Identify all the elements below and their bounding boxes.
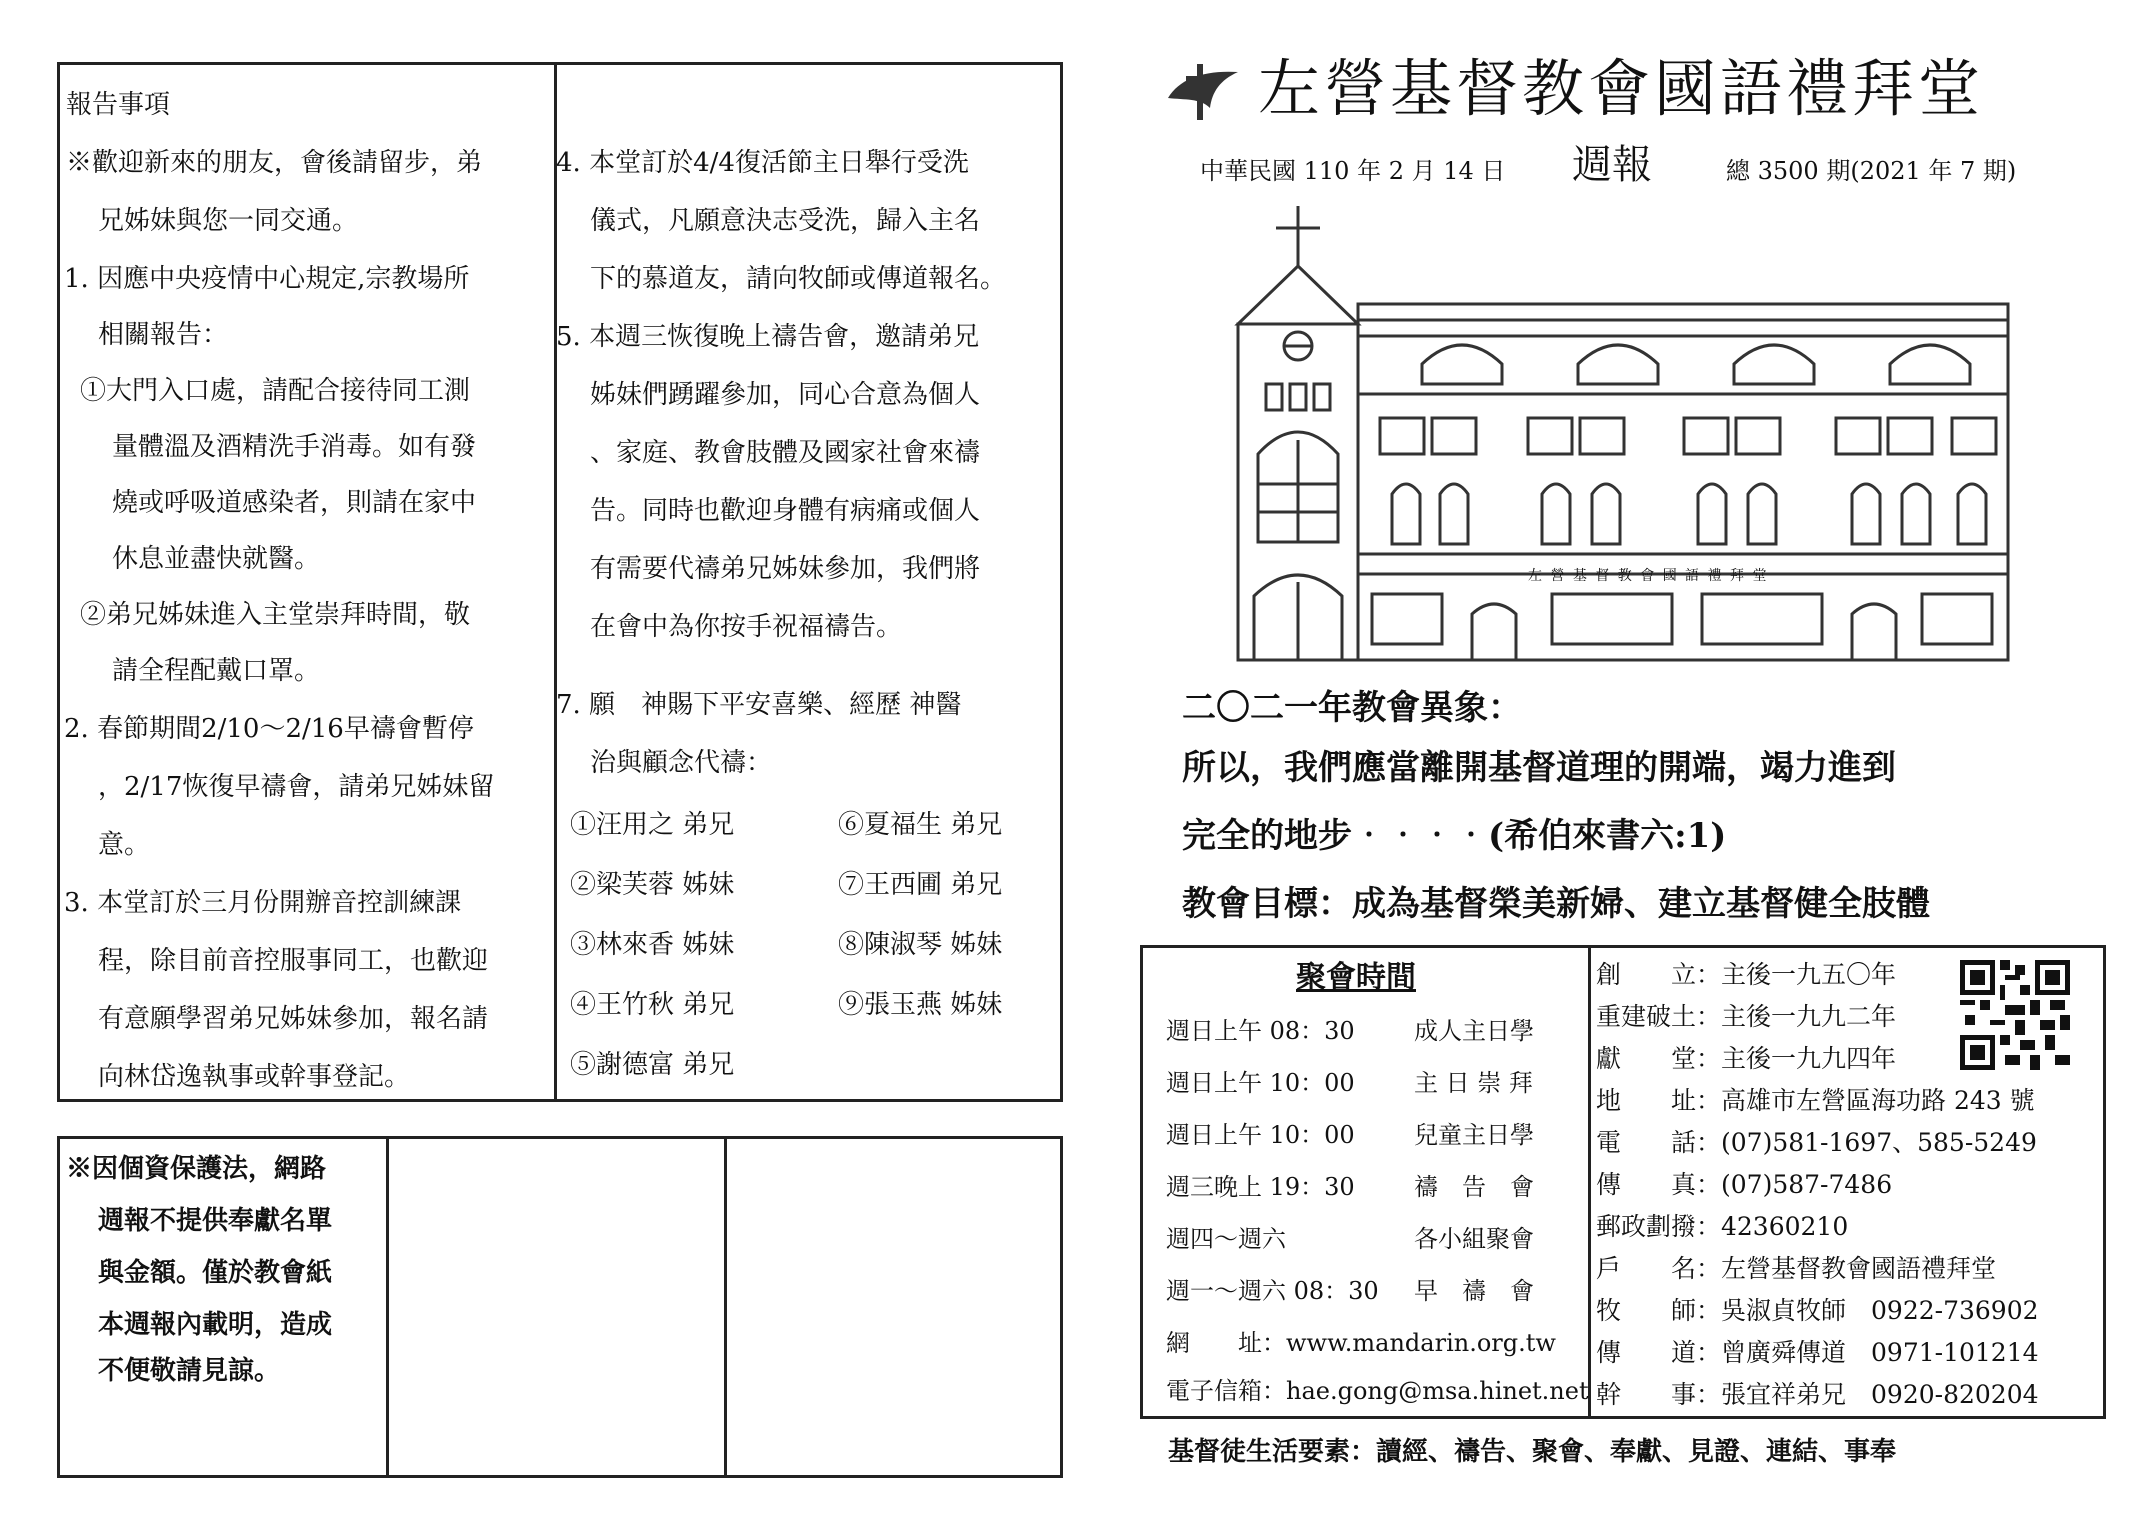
info-account-name: 戶 名：左營基督教會國語禮拜堂 — [1596, 1254, 1997, 1283]
notice-text: 意。 — [98, 830, 151, 860]
bulletin-title: 週報 — [1572, 142, 1652, 188]
meetings-heading: 聚會時間 — [1296, 960, 1416, 995]
privacy-text: 週報不提供奉獻名單 — [98, 1206, 333, 1236]
prayer-item: ⑨張玉燕 姊妹 — [838, 990, 1003, 1020]
meeting-time: 週日上午 10：00 — [1166, 1069, 1355, 1097]
notice-text: 姊妹們踴躍參加，同心合意為個人 — [590, 380, 981, 410]
notice-item-3: 3. 本堂訂於三月份開辦音控訓練課 — [64, 888, 462, 918]
bulletin-issue: 總 3500 期(2021 年 7 期) — [1726, 157, 2017, 185]
meeting-time: 週四～週六 — [1166, 1225, 1286, 1253]
privacy-box — [57, 1136, 1063, 1478]
notice-text: 治與顧念代禱： — [590, 748, 773, 778]
meeting-name: 各小組聚會 — [1414, 1225, 1534, 1253]
prayer-item: ⑧陳淑琴 姊妹 — [838, 930, 1003, 960]
notice-text: ，2/17恢復早禱會，請弟兄姊妹留 — [98, 772, 495, 802]
prayer-item: ⑦王西圃 弟兄 — [838, 870, 1003, 900]
privacy-text: 不便敬請見諒。 — [98, 1356, 281, 1386]
notice-text: 在會中為你按手祝福禱告。 — [590, 612, 903, 642]
meeting-name: 禱 告 會 — [1414, 1173, 1534, 1201]
notice-item-1b: ②弟兄姊妹進入主堂崇拜時間，敬 — [80, 600, 471, 630]
prayer-item: ③林來香 姊妹 — [570, 930, 735, 960]
info-address: 地 址：高雄市左營區海功路 243 號 — [1596, 1086, 2035, 1115]
prayer-item: ①汪用之 弟兄 — [570, 810, 735, 840]
email: 電子信箱：hae.gong@msa.hinet.net — [1166, 1377, 1589, 1405]
notice-text: 請全程配戴口罩。 — [112, 656, 321, 686]
meeting-time: 週日上午 08：30 — [1166, 1017, 1355, 1045]
info-founded: 創 立：主後一九五〇年 — [1596, 960, 1897, 989]
building-sign: 左 營 基 督 教 會 國 語 禮 拜 堂 — [1528, 568, 1769, 584]
meeting-time: 週三晚上 19：30 — [1166, 1173, 1355, 1201]
meeting-time: 週日上午 10：00 — [1166, 1121, 1355, 1149]
meeting-name: 早 禱 會 — [1414, 1277, 1534, 1305]
prayer-item: ⑤謝德富 弟兄 — [570, 1050, 735, 1080]
website: 網 址：www.mandarin.org.tw — [1166, 1329, 1556, 1357]
notice-item-5: 5. 本週三恢復晚上禱告會，邀請弟兄 — [556, 322, 980, 352]
info-fax: 傳 真：(07)587-7486 — [1596, 1170, 1893, 1199]
church-goal: 教會目標：成為基督榮美新婦、建立基督健全肢體 — [1182, 884, 1930, 924]
notice-text: 量體溫及酒精洗手消毒。如有發 — [112, 432, 477, 462]
notice-welcome: ※歡迎新來的朋友，會後請留步，弟 — [66, 148, 483, 178]
church-building-illustration — [1232, 204, 2012, 664]
info-evangelist: 傳 道：曾廣舜傳道 0971-101214 — [1596, 1338, 2039, 1367]
info-rebuilt: 重建破土：主後一九九二年 — [1596, 1002, 1897, 1031]
notice-text: 燒或呼吸道感染者，則請在家中 — [112, 488, 477, 518]
notice-text: 、家庭、教會肢體及國家社會來禱 — [590, 438, 981, 468]
church-logo — [1160, 58, 1242, 128]
prayer-item: ⑥夏福生 弟兄 — [838, 810, 1003, 840]
vision-verse: 完全的地步‧‧‧‧(希伯來書六:1) — [1182, 816, 1727, 856]
bulletin-date: 中華民國 110 年 2 月 14 日 — [1200, 157, 1506, 185]
christian-life-essentials: 基督徒生活要素：讀經、禱告、聚會、奉獻、見證、連結、事奉 — [1168, 1437, 1897, 1467]
info-postal: 郵政劃撥：42360210 — [1596, 1212, 1849, 1241]
meeting-time: 週一～週六 08：30 — [1166, 1277, 1379, 1305]
meeting-name: 主 日 崇 拜 — [1414, 1069, 1533, 1097]
info-pastor: 牧 師：吳淑貞牧師 0922-736902 — [1596, 1296, 2039, 1325]
notice-text: 有需要代禱弟兄姊妹參加，我們將 — [590, 554, 981, 584]
church-name: 左營基督教會國語禮拜堂 — [1258, 52, 1985, 125]
notice-item-4: 4. 本堂訂於4/4復活節主日舉行受洗 — [556, 148, 969, 178]
notice-text: 兄姊妹與您一同交通。 — [98, 206, 359, 236]
info-phone: 電 話：(07)581-1697、585-5249 — [1596, 1128, 2037, 1157]
notice-text: 有意願學習弟兄姊妹參加，報名請 — [98, 1004, 489, 1034]
prayer-item: ②梁芙蓉 姊妹 — [570, 870, 735, 900]
notice-item-1a: ①大門入口處，請配合接待同工測 — [80, 376, 471, 406]
notice-text: 向林岱逸執事或幹事登記。 — [98, 1062, 411, 1092]
privacy-text: 與金額。僅於教會紙 — [98, 1258, 333, 1288]
prayer-item: ④王竹秋 弟兄 — [570, 990, 735, 1020]
qr-code[interactable] — [1960, 960, 2070, 1070]
notice-item-1: 1. 因應中央疫情中心規定,宗教場所 — [64, 264, 470, 294]
notice-text: 相關報告： — [98, 320, 229, 350]
notice-text: 告。同時也歡迎身體有病痛或個人 — [590, 496, 981, 526]
info-dedicated: 獻 堂：主後一九九四年 — [1596, 1044, 1897, 1073]
vision-heading: 二〇二一年教會異象： — [1182, 688, 1522, 728]
notice-text: 下的慕道友，請向牧師或傳道報名。 — [590, 264, 1007, 294]
notice-text: 儀式，凡願意決志受洗，歸入主名 — [590, 206, 981, 236]
notices-heading: 報告事項 — [66, 90, 171, 120]
meeting-name: 兒童主日學 — [1414, 1121, 1534, 1149]
vision-verse: 所以，我們應當離開基督道理的開端，竭力進到 — [1182, 748, 1896, 788]
privacy-text: 本週報內載明，造成 — [98, 1310, 333, 1340]
notice-item-7: 7. 願 神賜下平安喜樂、經歷 神醫 — [556, 690, 962, 720]
notice-text: 程，除目前音控服事同工，也歡迎 — [98, 946, 489, 976]
notice-text: 休息並盡快就醫。 — [112, 544, 321, 574]
meeting-name: 成人主日學 — [1414, 1017, 1534, 1045]
privacy-text: ※因個資保護法，網路 — [66, 1154, 327, 1184]
notice-item-2: 2. 春節期間2/10～2/16早禱會暫停 — [64, 714, 474, 744]
info-secretary: 幹 事：張宜祥弟兄 0920-820204 — [1596, 1380, 2039, 1409]
